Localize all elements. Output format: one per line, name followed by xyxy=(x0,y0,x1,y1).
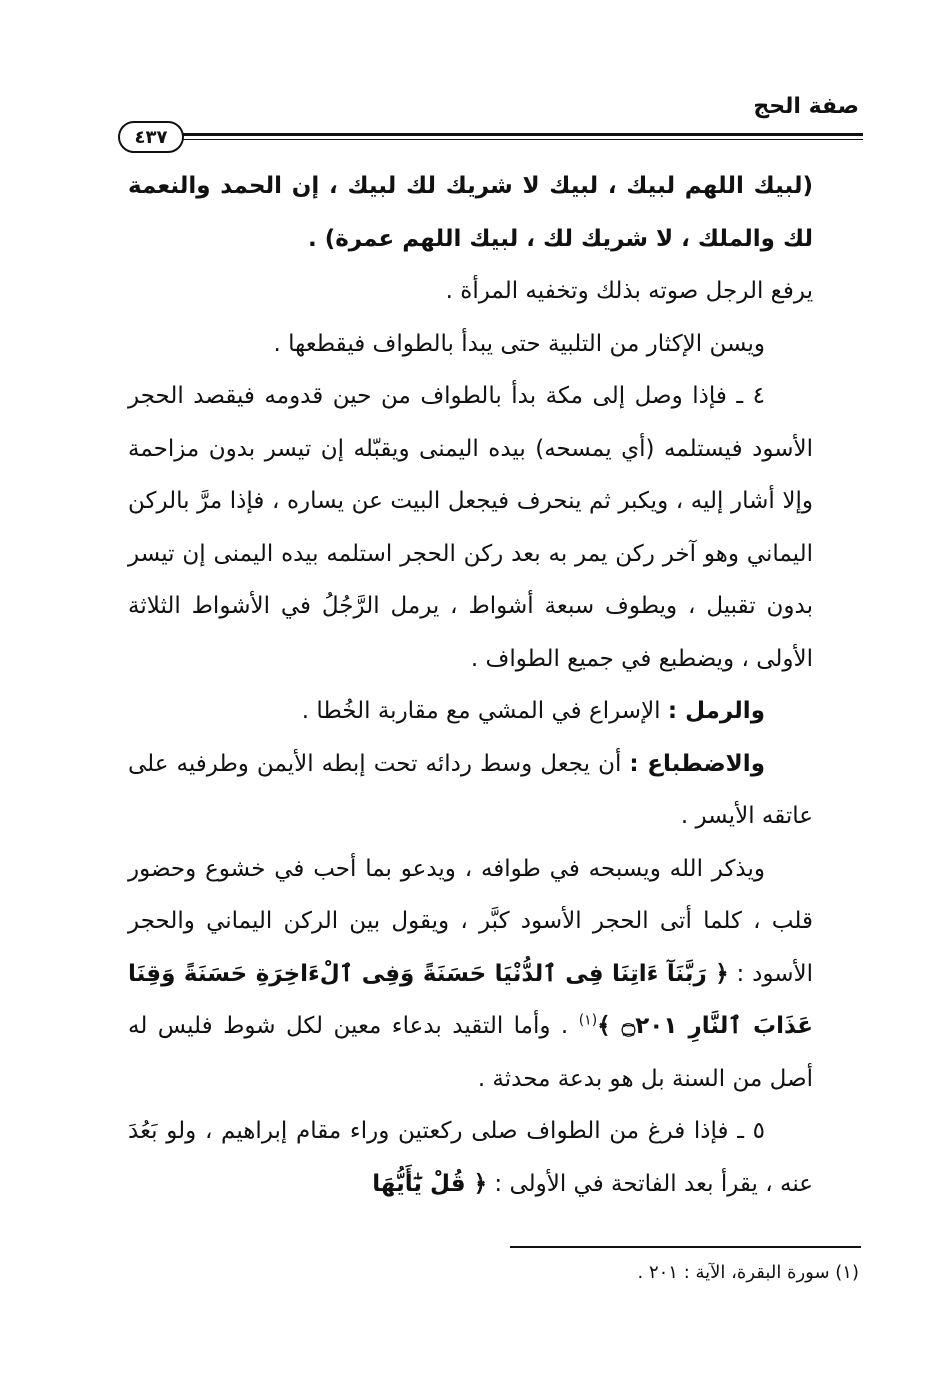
header-rule-thin xyxy=(176,139,863,140)
body-text xyxy=(128,160,813,1210)
paragraph-tawaf: ٤ ـ فإذا وصل إلى مكة بدأ بالطواف من حين قدومه فيقصد الحجر الأسود فيستلمه (أي يمسحه) بيده اليمنى ويقبّله إن تيسر بدون مزاحمة وإلا أشار إليه ، ويكبر ثم ينحرف فيجعل البيت عن يساره ، فإذا مرَّ بالركن اليماني وهو آخر ركن يمر به بعد ركن الحجر استلمه بيده اليمنى إن تيسر بدون تقبيل ، ويطوف سبعة أشواط ، يرمل الرَّجُلُ في الأشواط الثلاثة الأولى ، ويضطبع في جميع الطواف . xyxy=(128,383,813,672)
paragraph-dhikr-end: . وأما التقيد بدعاء معين لكل شوط فليس له أصل من السنة بل هو بدعة محدثة . xyxy=(128,1013,813,1092)
definition-raml xyxy=(128,685,813,738)
definition-raml-text: الإسراع في المشي مع مقاربة الخُطا . xyxy=(301,698,661,724)
paragraph-two-rakahs-text: ٥ ـ فإذا فرغ من الطواف صلى ركعتين وراء مقام إبراهيم ، ولو بَعُدَ عنه ، يقرأ بعد الفاتحة في الأولى : xyxy=(128,1118,813,1197)
footnote-rule xyxy=(510,1246,861,1248)
definition-idtiba-text: أن يجعل وسط ردائه تحت إبطه الأيمن وطرفيه على عاتقه الأيسر . xyxy=(128,750,813,829)
footnote-reference: (١) xyxy=(578,1012,598,1029)
footnote: (١) سورة البقرة، الآية : ٢٠١ . xyxy=(637,1262,859,1283)
paragraph-dhikr-start: ويذكر الله ويسبحه في طوافه ، ويدعو بما أحب في خشوع وحضور قلب ، كلما أتى الحجر الأسود كبَّر ، ويقول بين الركن اليماني والحجر الأسود : xyxy=(128,855,813,987)
paragraph-two-rakahs xyxy=(128,1105,813,1210)
talbiyah-paragraph: (لبيك اللهم لبيك ، لبيك لا شريك لك لبيك ، إن الحمد والنعمة لك والملك ، لا شريك لك ، لبيك اللهم عمرة) . xyxy=(128,173,813,252)
paragraph-dhikr xyxy=(128,843,813,1106)
paragraph-talbiyah-sunnah: ويسن الإكثار من التلبية حتى يبدأ بالطواف فيقطعها . xyxy=(273,330,765,357)
definition-idtiba xyxy=(128,738,813,843)
header-rule xyxy=(176,133,863,136)
term-idtiba: والاضطباع : xyxy=(629,750,765,777)
paragraph-raising-voice: يرفع الرجل صوته بذلك وتخفيه المرأة . xyxy=(445,278,813,304)
running-title: صفة الحج xyxy=(753,94,859,119)
quran-verse-qul: ﴿ قُلْ يَٰٓأَيُّهَا xyxy=(372,1170,488,1197)
page-number: ٤٣٧ xyxy=(118,121,184,153)
term-raml: والرمل : xyxy=(667,698,765,724)
quran-verse-rabbana: ﴿ رَبَّنَآ ءَاتِنَا فِى ٱلدُّنْيَا حَسَنَةً وَفِى ٱلْءَاخِرَةِ حَسَنَةً وَقِنَا عَذَابَ ٱلنَّارِ ۝٢٠١ ﴾ xyxy=(128,960,813,1039)
